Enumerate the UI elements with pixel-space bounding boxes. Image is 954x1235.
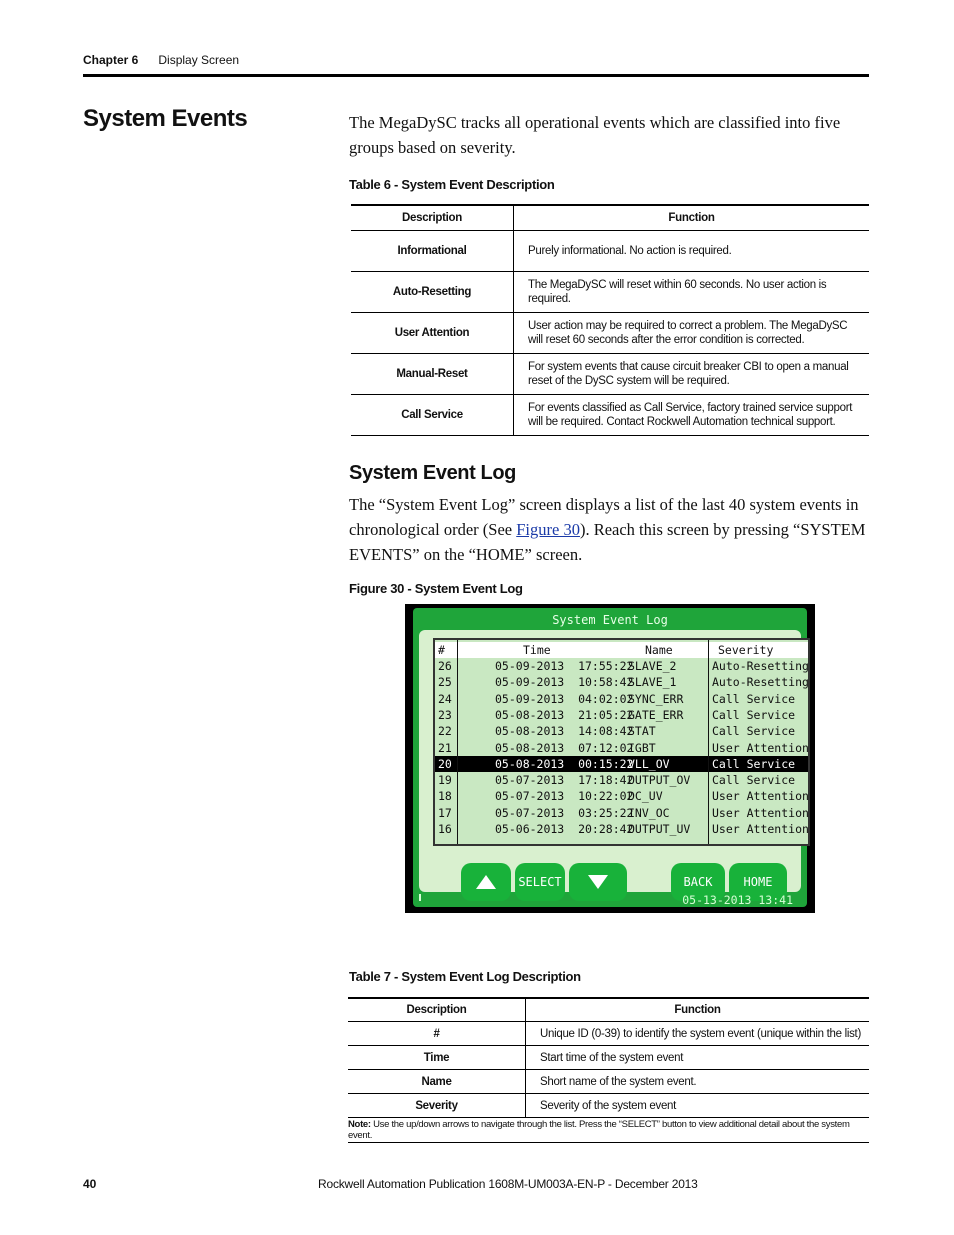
system-event-log-screen (405, 604, 815, 913)
table-row (348, 1094, 869, 1118)
cell-function: User action may be required to correct a problem. The MegaDySC will reset 60 seconds after the error condition is corrected. (514, 313, 870, 354)
running-header (83, 53, 239, 67)
event-name: SLAVE_1 (628, 675, 677, 690)
cell-function: Purely informational. No action is required. (514, 231, 870, 272)
event-name: DC_UV (628, 789, 663, 804)
log-paragraph-text-end: ). Reach this screen by pressing “SYSTEM EVENTS” on the “HOME” screen. (349, 520, 866, 564)
table-row (348, 1070, 869, 1094)
log-paragraph (349, 492, 871, 567)
event-row[interactable] (435, 756, 808, 772)
event-time: 05-06-2013 20:28:42 (495, 822, 634, 836)
event-severity: Call Service (712, 707, 796, 722)
table-row (351, 231, 869, 272)
table-row (351, 354, 869, 395)
table-row (348, 1046, 869, 1070)
event-severity: Call Service (712, 773, 796, 788)
col-severity: Severity (718, 643, 774, 657)
status-tick (419, 894, 421, 901)
cell-function: Severity of the system event (526, 1094, 870, 1118)
table-row (351, 272, 869, 313)
event-id: 19 (438, 773, 452, 788)
header-rule (83, 74, 869, 77)
cell-description: Manual-Reset (351, 354, 514, 395)
event-severity: Call Service (712, 756, 796, 771)
event-severity: Call Service (712, 724, 796, 739)
hmi-datetime: 05-13-2013 13:41 (682, 893, 793, 907)
scroll-down-button[interactable] (569, 863, 627, 901)
col-time: Time (523, 643, 551, 657)
event-name: VLL_OV (628, 756, 670, 771)
event-id: 25 (438, 675, 452, 690)
event-time: 05-08-2013 21:05:22 (495, 707, 634, 722)
event-name: INV_OC (628, 805, 670, 820)
note-text: Use the up/down arrows to navigate through the list. Press the “SELECT” button to view additional detail about the system event. (348, 1119, 850, 1141)
cell-description: Time (348, 1046, 526, 1070)
cell-description: Severity (348, 1094, 526, 1118)
hmi-panel (419, 630, 809, 892)
cell-description: User Attention (351, 313, 514, 354)
event-name: GATE_ERR (628, 707, 684, 722)
event-list[interactable] (433, 638, 810, 846)
event-time: 05-09-2013 04:02:02 (495, 691, 634, 706)
event-row[interactable] (435, 788, 808, 804)
event-severity: User Attention (712, 805, 809, 820)
event-time: 05-08-2013 00:15:22 (495, 756, 634, 771)
table-note (348, 1118, 869, 1143)
hmi-display (413, 608, 807, 907)
event-severity: Call Service (712, 691, 796, 706)
system-event-description-table (351, 204, 869, 436)
event-time: 05-09-2013 17:55:22 (495, 659, 634, 673)
table-row (351, 313, 869, 354)
event-time: 05-07-2013 10:22:02 (495, 789, 634, 804)
table-note-row (348, 1118, 869, 1143)
section-title: System Events (83, 105, 248, 132)
event-time: 05-07-2013 03:25:22 (495, 805, 634, 820)
cell-function: Start time of the system event (526, 1046, 870, 1070)
event-row[interactable] (435, 723, 808, 739)
event-name: OUTPUT_OV (628, 773, 691, 788)
column-divider (708, 640, 709, 844)
event-name: SLAVE_2 (628, 659, 677, 673)
cell-description: Call Service (351, 395, 514, 436)
cell-function: Unique ID (0-39) to identify the system event (unique within the list) (526, 1022, 870, 1046)
event-severity: Auto-Resetting (712, 675, 809, 690)
event-id: 18 (438, 789, 452, 804)
column-header-description: Description (348, 998, 526, 1022)
event-row[interactable] (435, 658, 808, 674)
event-severity: User Attention (712, 740, 809, 755)
publication-info: Rockwell Automation Publication 1608M-UM003A-EN-P - December 2013 (318, 1177, 698, 1191)
select-button[interactable]: SELECT (515, 863, 565, 901)
page-number: 40 (83, 1177, 97, 1191)
figure-caption: Figure 30 - System Event Log (349, 581, 523, 596)
figure-30-link[interactable]: Figure 30 (516, 520, 580, 539)
event-row[interactable] (435, 674, 808, 690)
event-time: 05-08-2013 07:12:02 (495, 740, 634, 755)
table7-caption: Table 7 - System Event Log Description (349, 969, 581, 984)
event-row[interactable] (435, 805, 808, 821)
col-name: Name (645, 643, 673, 657)
event-time: 05-08-2013 14:08:42 (495, 724, 634, 739)
table-header-row (351, 205, 869, 231)
home-button[interactable]: HOME (729, 863, 787, 901)
event-id: 23 (438, 707, 452, 722)
event-row[interactable] (435, 691, 808, 707)
subsection-title: System Event Log (349, 462, 516, 484)
event-id: 16 (438, 822, 452, 836)
column-divider (457, 640, 458, 844)
chapter-label: Chapter 6 (83, 53, 139, 67)
cell-description: Informational (351, 231, 514, 272)
cell-function: Short name of the system event. (526, 1070, 870, 1094)
event-row[interactable] (435, 740, 808, 756)
column-header-function: Function (514, 205, 870, 231)
event-time: 05-09-2013 10:58:42 (495, 675, 634, 690)
event-name: STAT (628, 724, 656, 739)
event-severity: Auto-Resetting (712, 659, 809, 673)
table-row (348, 1022, 869, 1046)
event-id: 17 (438, 805, 452, 820)
event-name: IGBT (628, 740, 656, 755)
event-time: 05-07-2013 17:18:42 (495, 773, 634, 788)
section-label: Display Screen (158, 53, 240, 67)
event-id: 24 (438, 691, 452, 706)
back-button[interactable]: BACK (671, 863, 725, 901)
intro-paragraph: The MegaDySC tracks all operational events which are classified into five groups based on severity. (349, 113, 841, 157)
col-id: # (438, 643, 445, 657)
cell-function: The MegaDySC will reset within 60 seconds. No user action is required. (514, 272, 870, 313)
column-header-description: Description (351, 205, 514, 231)
system-event-log-description-table (348, 997, 869, 1143)
table-row (351, 395, 869, 436)
scroll-up-button[interactable] (461, 863, 511, 901)
event-id: 22 (438, 724, 452, 739)
cell-description: Name (348, 1070, 526, 1094)
event-name: SYNC_ERR (628, 691, 684, 706)
hmi-title: System Event Log (552, 613, 668, 627)
note-label: Note: (348, 1119, 371, 1130)
cell-description: # (348, 1022, 526, 1046)
table6-caption: Table 6 - System Event Description (349, 177, 555, 192)
down-arrow-icon (587, 874, 609, 890)
event-name: OUTPUT_UV (628, 822, 691, 836)
event-row[interactable] (435, 707, 808, 723)
table-header-row (348, 998, 869, 1022)
cell-description: Auto-Resetting (351, 272, 514, 313)
log-paragraph-text: The “System Event Log” screen displays a list of the last 40 system events in chronological order (See (349, 495, 859, 539)
cell-function: For system events that cause circuit breaker CBI to open a manual reset of the DySC system will be required. (514, 354, 870, 395)
up-arrow-icon (475, 874, 497, 890)
event-id: 21 (438, 740, 452, 755)
event-id: 26 (438, 659, 452, 673)
event-row[interactable] (435, 821, 808, 837)
event-id: 20 (438, 756, 452, 771)
event-row[interactable] (435, 772, 808, 788)
cell-function: For events classified as Call Service, factory trained service support will be required. Contact Rockwell Automation technical support. (514, 395, 870, 436)
event-list-header (435, 642, 808, 658)
event-severity: User Attention (712, 822, 809, 836)
column-header-function: Function (526, 998, 870, 1022)
event-severity: User Attention (712, 789, 809, 804)
